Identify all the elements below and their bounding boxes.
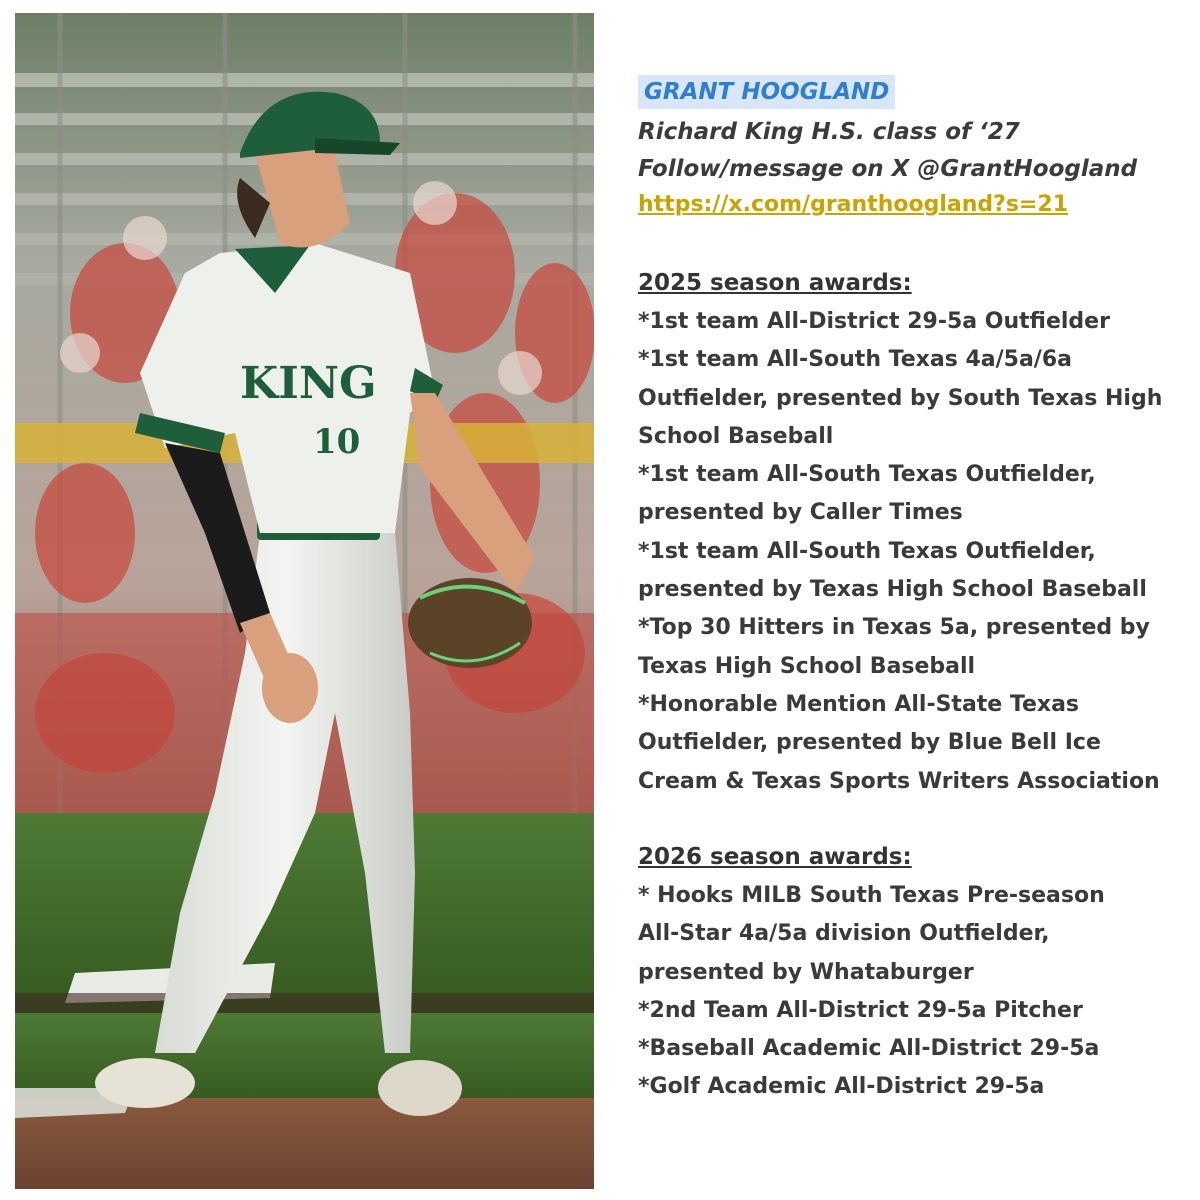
player-photo bbox=[15, 13, 594, 1189]
award-item: *1st team All-District 29-5a Outfielder bbox=[638, 309, 1110, 334]
profile-card bbox=[606, 60, 1191, 1140]
award-item: *Top 30 Hitters in Texas 5a, presented by Texas High School Baseball bbox=[638, 615, 1150, 679]
awards-2026-list bbox=[638, 877, 1188, 1107]
award-item: *1st team All-South Texas 4a/5a/6a Outfielder, presented by South Texas High School Baseball bbox=[638, 347, 1163, 449]
award-item: *1st team All-South Texas Outfielder, presented by Caller Times bbox=[638, 462, 1096, 526]
award-item: *Baseball Academic All-District 29-5a bbox=[638, 1036, 1100, 1062]
award-item: *2nd Team All-District 29-5a Pitcher bbox=[638, 997, 1083, 1023]
jersey-text: KING bbox=[240, 358, 377, 409]
awards-2025-list bbox=[638, 303, 1188, 801]
award-item: * Hooks MILB South Texas Pre-season All-Star 4a/5a division Outfielder, presented by Whataburger bbox=[638, 883, 1105, 985]
player-name: GRANT HOOGLAND bbox=[638, 75, 895, 109]
award-item: *1st team All-South Texas Outfielder, presented by Texas High School Baseball bbox=[638, 538, 1147, 603]
school-line: Richard King H.S. class of ‘27 bbox=[638, 119, 1020, 145]
awards-2026-heading: 2026 season awards: bbox=[638, 844, 912, 870]
x-profile-link[interactable]: https://x.com/granthoogland?s=21 bbox=[638, 192, 1069, 217]
awards-2025-heading: 2025 season awards: bbox=[638, 270, 912, 296]
award-item: *Honorable Mention All-State Texas Outfielder, presented by Blue Bell Ice Cream & Texas Sports Writers Association bbox=[638, 691, 1160, 794]
award-item: *Golf Academic All-District 29-5a bbox=[638, 1074, 1045, 1100]
jersey-number: 10 bbox=[313, 422, 361, 462]
follow-line: Follow/message on X @GrantHoogland bbox=[638, 156, 1138, 182]
